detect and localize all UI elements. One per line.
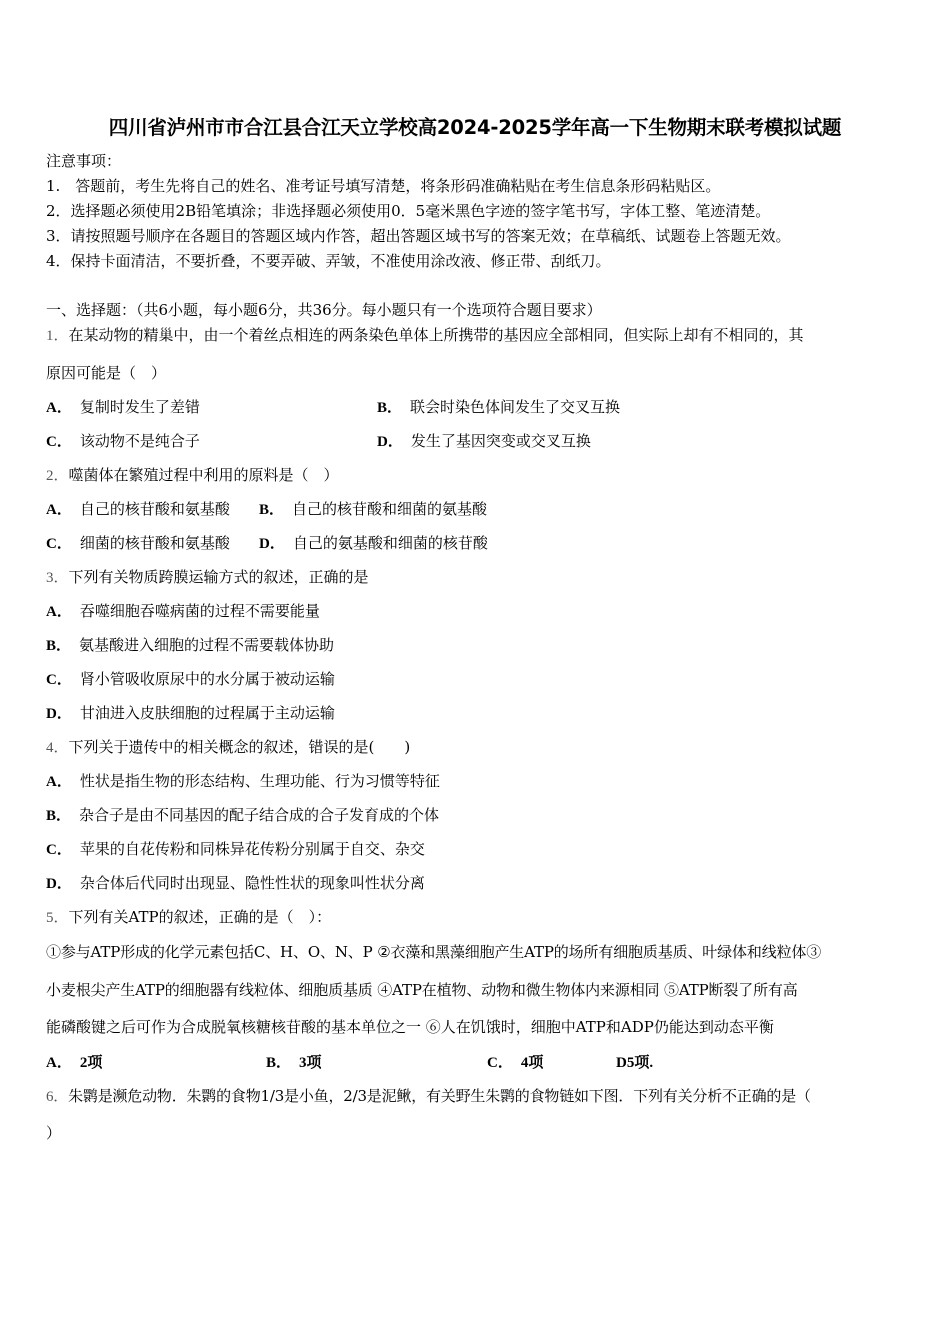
- option-text: 该动物不是纯合子: [79, 432, 200, 450]
- option-text: 2项: [79, 1055, 103, 1071]
- option-label: B．: [377, 400, 403, 416]
- section-heading: 一、选择题：（共6小题，每小题6分，共36分。每小题只有一个选项符合题目要求）: [46, 301, 602, 319]
- option-text: 自己的氨基酸和细菌的核苷酸: [292, 534, 488, 552]
- question-stem-continued: 原因可能是（ ）: [46, 364, 167, 382]
- notice-item: 2．选择题必须使用2B铅笔填涂；非选择题必须使用0．5毫米黑色字迹的签字笔书写，字体工整、笔迹清楚。: [46, 202, 771, 220]
- question-number: 6．: [46, 1089, 69, 1105]
- statement-line: ①参与ATP形成的化学元素包括C、H、O、N、P ②衣藻和黑藻细胞产生ATP的场所有细胞质基质、叶绿体和线粒体③: [46, 943, 822, 961]
- option-label: C．: [487, 1055, 513, 1071]
- question-number: 3．: [46, 570, 69, 586]
- option-c: [46, 669, 335, 690]
- option-label: B．: [46, 808, 72, 824]
- option-a: [46, 499, 230, 520]
- option-text: 氨基酸进入细胞的过程不需要载体协助: [79, 636, 335, 654]
- option-label: D．: [46, 706, 72, 722]
- option-text: 杂合子是由不同基因的配子结合成的合子发育成的个体: [79, 806, 440, 824]
- option-b: [377, 397, 620, 418]
- option-text: D5项.: [616, 1055, 654, 1071]
- option-label: B．: [259, 502, 285, 518]
- option-text: 发生了基因突变或交叉互换: [410, 432, 591, 450]
- question-stem: 下列有关物质跨膜运输方式的叙述，正确的是: [68, 568, 369, 586]
- option-text: 杂合体后代同时出现显、隐性性状的现象叫性状分离: [79, 874, 425, 892]
- option-label: C．: [46, 842, 72, 858]
- option-d: [259, 533, 488, 554]
- option-a: [46, 601, 320, 622]
- option-label: B．: [266, 1055, 292, 1071]
- question-6: [46, 1086, 811, 1107]
- option-text: 自己的核苷酸和氨基酸: [79, 500, 230, 518]
- option-label: A．: [46, 400, 72, 416]
- question-number: 2．: [46, 468, 69, 484]
- question-stem: 下列关于遗传中的相关概念的叙述，错误的是( ): [68, 738, 411, 756]
- option-d: [46, 873, 425, 894]
- option-c: [487, 1052, 543, 1073]
- question-4: [46, 737, 410, 758]
- option-label: A．: [46, 502, 72, 518]
- option-c: [46, 533, 230, 554]
- question-number: 1．: [46, 328, 69, 344]
- option-c: [46, 431, 200, 452]
- question-5: [46, 907, 331, 928]
- notice-item: 1. 答题前，考生先将自己的姓名、准考证号填写清楚，将条形码准确粘贴在考生信息条形码粘贴区。: [46, 177, 721, 195]
- option-text: 4项: [520, 1055, 544, 1071]
- option-a: [46, 397, 200, 418]
- option-label: D．: [377, 434, 403, 450]
- option-text: 性状是指生物的形态结构、生理功能、行为习惯等特征: [79, 772, 440, 790]
- question-stem: 在某动物的精巢中，由一个着丝点相连的两条染色单体上所携带的基因应全部相同，但实际上却有不相同的，其: [68, 326, 804, 344]
- question-1: [46, 325, 804, 346]
- notice-item: 4．保持卡面清洁，不要折叠，不要弄破、弄皱，不准使用涂改液、修正带、刮纸刀。: [46, 252, 611, 270]
- option-label: D．: [46, 876, 72, 892]
- option-text: 联会时染色体间发生了交叉互换: [410, 398, 621, 416]
- question-2: [46, 465, 339, 486]
- option-label: B．: [46, 638, 72, 654]
- option-label: C．: [46, 536, 72, 552]
- question-stem: 朱鹮是濒危动物．朱鹮的食物1/3是小鱼，2/3是泥鳅，有关野生朱鹮的食物链如下图．下列有关分析不正确的是（: [68, 1087, 811, 1105]
- question-stem: 下列有关ATP的叙述，正确的是（ ）：: [68, 908, 332, 926]
- option-d: [377, 431, 591, 452]
- option-label: A．: [46, 774, 72, 790]
- option-d: [616, 1052, 653, 1073]
- option-b: [266, 1052, 322, 1073]
- notice-item: 3．请按照题号顺序在各题目的答题区域内作答，超出答题区域书写的答案无效；在草稿纸、试题卷上答题无效。: [46, 227, 791, 245]
- option-label: D．: [259, 536, 285, 552]
- option-b: [259, 499, 487, 520]
- option-label: C．: [46, 434, 72, 450]
- option-c: [46, 839, 425, 860]
- option-text: 吞噬细胞吞噬病菌的过程不需要能量: [79, 602, 320, 620]
- option-b: [46, 635, 334, 656]
- option-text: 甘油进入皮肤细胞的过程属于主动运输: [79, 704, 335, 722]
- option-b: [46, 805, 439, 826]
- statement-line: 能磷酸键之后可作为合成脱氧核糖核苷酸的基本单位之一 ⑥人在饥饿时，细胞中ATP和ADP仍能达到动态平衡: [46, 1018, 774, 1036]
- notice-heading: 注意事项：: [46, 152, 122, 170]
- question-stem: 噬菌体在繁殖过程中利用的原料是（ ）: [68, 466, 339, 484]
- statement-line: 小麦根尖产生ATP的细胞器有线粒体、细胞质基质 ④ATP在植物、动物和微生物体内来源相同 ⑤ATP断裂了所有高: [46, 981, 798, 999]
- option-text: 细菌的核苷酸和氨基酸: [79, 534, 230, 552]
- option-label: A．: [46, 1055, 72, 1071]
- question-number: 5．: [46, 910, 69, 926]
- option-a: [46, 1052, 102, 1073]
- option-label: C．: [46, 672, 72, 688]
- option-d: [46, 703, 335, 724]
- question-number: 4．: [46, 740, 69, 756]
- option-text: 苹果的自花传粉和同株异花传粉分别属于自交、杂交: [79, 840, 425, 858]
- option-text: 3项: [299, 1055, 322, 1071]
- option-text: 自己的核苷酸和细菌的氨基酸: [292, 500, 488, 518]
- question-3: [46, 567, 369, 588]
- question-stem-continued: ）: [46, 1124, 62, 1142]
- option-label: A．: [46, 604, 72, 620]
- option-text: 复制时发生了差错: [79, 398, 200, 416]
- option-a: [46, 771, 440, 792]
- option-text: 肾小管吸收原尿中的水分属于被动运输: [79, 670, 335, 688]
- exam-title: 四川省泸州市市合江县合江天立学校高2024-2025学年高一下生物期末联考模拟试题: [108, 116, 842, 139]
